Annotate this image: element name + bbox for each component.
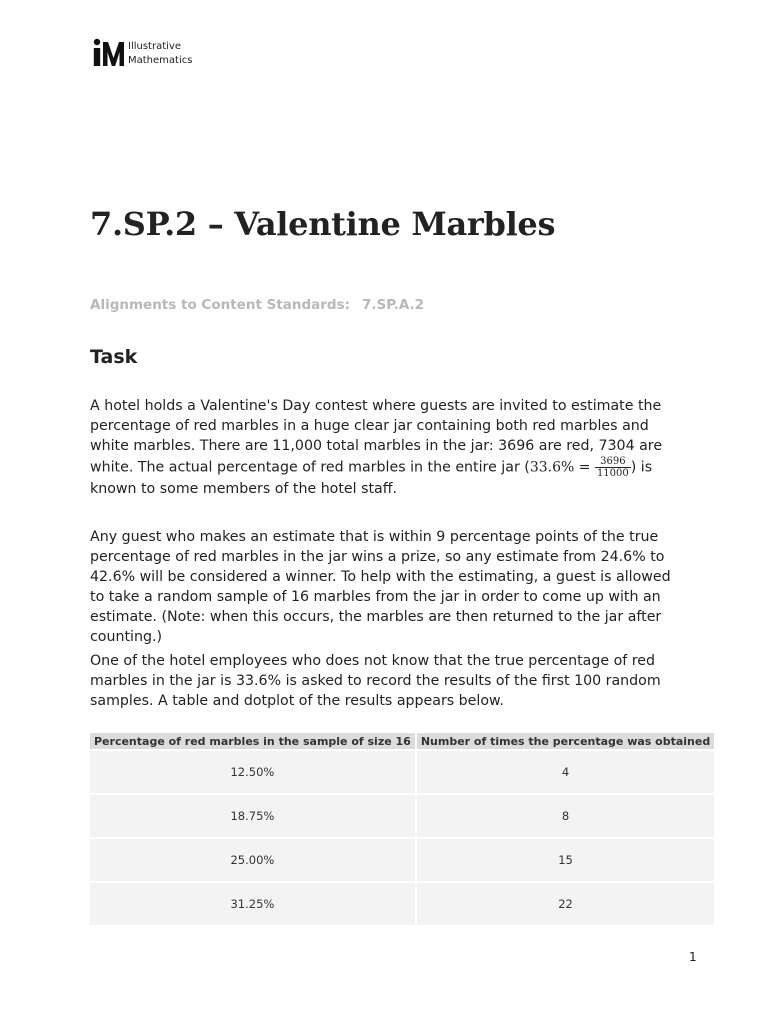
p1-text-after: ) is known to some members of the hotel staff. [90,459,653,497]
task-paragraph-2: Any guest who makes an estimate that is within 9 percentage points of the true percentage of red marbles in the jar wins a prize, so any estimate from 24.6% to 42.6% will be considered a winner. To help with the estimating, a guest is allowed to take a random sample of 16 marbles from the jar in order to come up with an estimate. (Note: when this occurs, the marbles are then returned to the jar after counting.) [90,529,671,645]
table-header-percentage: Percentage of red marbles in the sample of size 16 [90,733,416,750]
alignments-line [90,297,424,313]
task-heading: Task [90,346,138,368]
table-cell-percentage: 18.75% [90,794,416,838]
table-cell-count: 4 [416,750,714,794]
p1-text-before: A hotel holds a Valentine's Day contest where guests are invited to estimate the percentage of red marbles in a huge clear jar containing both red marbles and white marbles. There are 11,000 total marbles in the jar: 3696 are red, 7304 are white. The actual percentage of red marbles in the entire jar ( [90,398,663,476]
im-logo-icon [92,38,126,68]
fraction-denominator: 11000 [596,468,629,479]
table-cell-percentage: 25.00% [90,838,416,882]
table-cell-count: 8 [416,794,714,838]
alignments-label: Alignments to Content Standards: [90,297,351,313]
logo-line-2: Mathematics [128,54,193,66]
page-number: 1 [689,950,697,964]
table-row [90,882,714,925]
table-cell-percentage: 12.50% [90,750,416,794]
table-row [90,794,714,838]
logo-line-1: Illustrative [128,41,181,52]
table-row [90,838,714,882]
table-header-count: Number of times the percentage was obtained [416,733,714,750]
task-paragraph-1 [90,396,680,499]
logo-wordmark [128,40,192,67]
table-row [90,750,714,794]
table-cell-percentage: 31.25% [90,882,416,925]
fraction-numerator: 3696 [595,456,631,468]
alignments-standard: 7.SP.A.2 [362,297,425,313]
task-paragraph-3: One of the hotel employees who does not know that the true percentage of red marbles in the jar is 33.6% is asked to record the results of the first 100 random samples. A table and dotplot of the results appears below. [90,653,661,709]
table-cell-count: 15 [416,838,714,882]
table-cell-count: 22 [416,882,714,925]
page-title: 7.SP.2 – Valentine Marbles [90,205,556,243]
results-table [90,733,714,925]
p1-math: 33.6% = [529,459,595,476]
p1-fraction [595,456,631,479]
table-header-row [90,733,714,750]
